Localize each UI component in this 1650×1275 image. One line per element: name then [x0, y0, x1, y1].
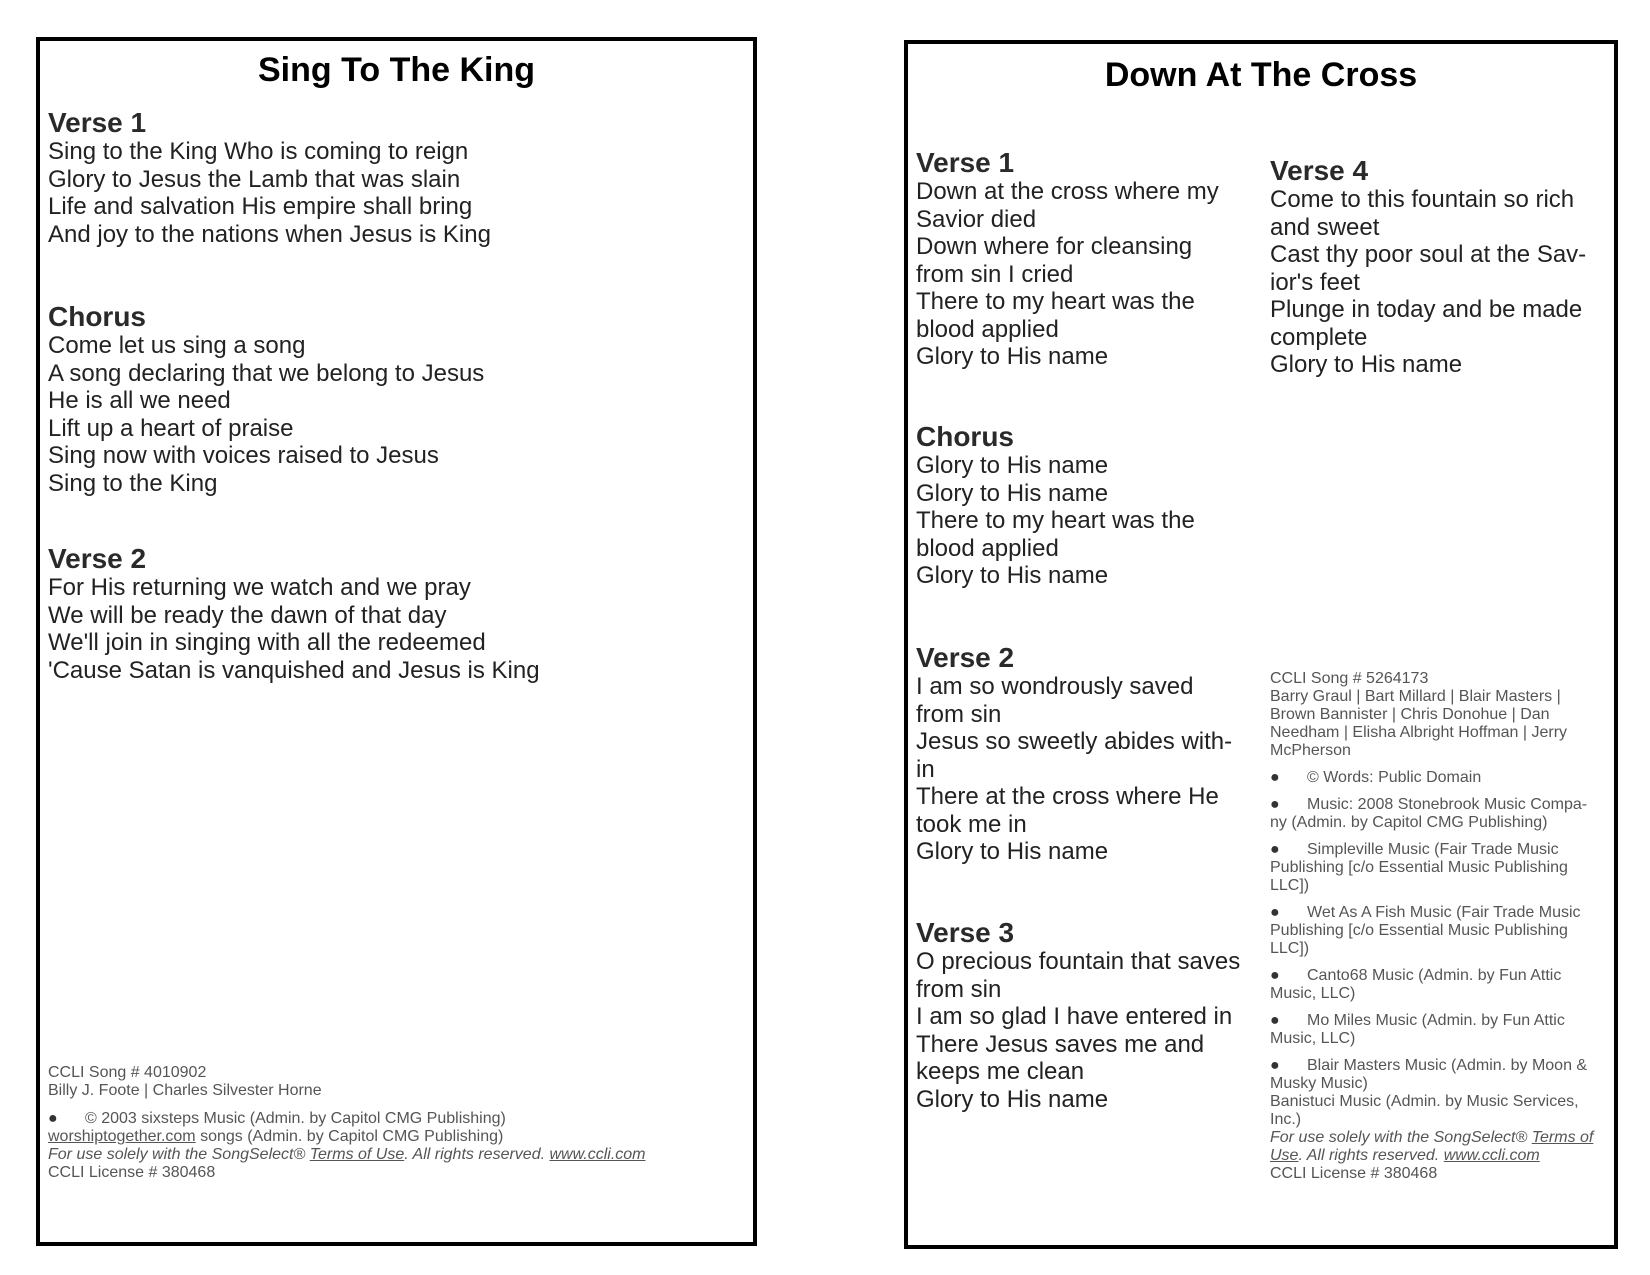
ccli-license: CCLI License # 380468	[48, 1164, 216, 1181]
ccli-credits	[48, 1064, 728, 1182]
rights-text: . All rights reserved.	[404, 1146, 550, 1163]
copyright-text: Music: 2008 Stonebrook Music Compa-	[1307, 796, 1588, 813]
ccli-site-link[interactable]: www.ccli.com	[1443, 1147, 1540, 1164]
lyric-line: and sweet	[1270, 213, 1380, 241]
lyric-line: Lift up a heart of praise	[48, 414, 294, 442]
song-card-sing-to-the-king	[36, 37, 757, 1246]
copyright-item	[1270, 796, 1615, 832]
lyric-line: And joy to the nations when Jesus is King	[48, 220, 491, 248]
lyric-line: O precious fountain that saves	[916, 948, 1241, 975]
terms-of-use-link[interactable]: Terms of	[1531, 1129, 1594, 1146]
bullet-icon: ●	[1270, 841, 1280, 858]
lyric-line: complete	[1270, 323, 1368, 351]
lyric-line: Sing to the King Who is coming to reign	[48, 138, 469, 165]
lyric-line: from sin	[916, 975, 1002, 1003]
section-chorus	[916, 421, 1256, 590]
section-heading: Verse 1	[48, 107, 147, 138]
copyright-text: Banistuci Music (Admin. by Music Services,	[1270, 1093, 1579, 1110]
lyric-line: in	[916, 755, 935, 783]
copyright-text: ny (Admin. by Capitol CMG Publishing)	[1270, 814, 1548, 831]
copyright-text: Simpleville Music (Fair Trade Music	[1307, 841, 1559, 858]
lyric-line: Life and salvation His empire shall bring	[48, 193, 473, 220]
section-heading: Verse 1	[916, 147, 1015, 178]
lyric-line: I am so glad I have entered in	[916, 1003, 1233, 1030]
copyright-text-2: songs (Admin. by Capitol CMG Publishing)	[195, 1128, 504, 1145]
rights-text: . All rights reserved.	[1298, 1147, 1444, 1164]
terms-of-use-link[interactable]: Terms of Use	[309, 1146, 405, 1163]
copyright-text: Wet As A Fish Music (Fair Trade Music	[1307, 904, 1581, 921]
section-heading: Verse 2	[916, 642, 1015, 673]
section-heading: Verse 3	[916, 917, 1015, 948]
lyric-line: Down at the cross where my	[916, 178, 1219, 205]
copyright-text: LLC])	[1270, 940, 1310, 957]
section-verse-2	[48, 543, 540, 684]
ccli-song-number: CCLI Song # 5264173	[1270, 670, 1429, 687]
terms-prefix: For use solely with the SongSelect®	[48, 1146, 310, 1163]
terms-prefix: For use solely with the SongSelect®	[1270, 1129, 1532, 1146]
copyright-item	[1270, 1012, 1615, 1048]
lyric-line: Plunge in today and be made	[1270, 296, 1583, 323]
copyright-item	[1270, 769, 1615, 787]
lyric-line: Glory to His name	[916, 562, 1109, 589]
ccli-credits	[1270, 670, 1615, 1183]
author-line: Needham | Elisha Albright Hoffman | Jerry	[1270, 724, 1568, 741]
ccli-site-link[interactable]: www.ccli.com	[549, 1146, 646, 1163]
section-heading: Verse 2	[48, 543, 147, 574]
lyric-line: He is all we need	[48, 387, 231, 414]
lyric-line: We will be ready the dawn of that day	[48, 601, 447, 629]
lyric-line: Glory to His name	[1270, 351, 1463, 378]
lyric-line: keeps me clean	[916, 1058, 1085, 1085]
lyric-line: Glory to His name	[916, 452, 1109, 479]
terms-line-2	[1270, 1147, 1615, 1165]
terms-line	[48, 1146, 728, 1164]
lyric-line: For His returning we watch and we pray	[48, 574, 471, 601]
section-heading: Chorus	[916, 421, 1014, 452]
copyright-item	[1270, 967, 1615, 1003]
terms-line	[1270, 1129, 1615, 1147]
lyric-line: blood applied	[916, 534, 1059, 562]
lyric-line: Come to this fountain so rich	[1270, 186, 1575, 213]
bullet-icon: ●	[1270, 967, 1280, 984]
song-card-down-at-the-cross	[904, 40, 1618, 1249]
lyric-line: Jesus so sweetly abides with-	[916, 728, 1233, 755]
copyright-item	[1270, 904, 1615, 958]
lyric-line: I am so wondrously saved	[916, 673, 1194, 700]
song-authors	[1270, 688, 1615, 760]
lyric-line: 'Cause Satan is vanquished and Jesus is King	[48, 656, 540, 684]
lyric-line: A song declaring that we belong to Jesus	[48, 359, 485, 387]
lyric-line: Glory to His name	[916, 479, 1109, 507]
bullet-icon: ●	[1270, 1057, 1280, 1074]
bullet-icon: ●	[1270, 796, 1280, 813]
section-chorus	[48, 301, 484, 497]
bullet-icon: ●	[1270, 769, 1280, 786]
lyric-line: Cast thy poor soul at the Sav-	[1270, 241, 1587, 268]
section-verse-4	[1270, 155, 1610, 379]
lyric-line: Sing now with voices raised to Jesus	[48, 442, 439, 469]
copyright-text: © 2003 sixsteps Music (Admin. by Capitol CMG Publishing)	[85, 1110, 506, 1127]
worshiptogether-link[interactable]: worshiptogether.com	[48, 1128, 196, 1145]
author-line: McPherson	[1270, 742, 1351, 759]
copyright-text: Publishing [c/o Essential Music Publishing	[1270, 859, 1568, 876]
lyric-line: ior's feet	[1270, 268, 1360, 296]
copyright-text: Musky Music)	[1270, 1075, 1368, 1092]
song-title: Down At The Cross	[1104, 56, 1418, 94]
lyric-line: There at the cross where He	[916, 783, 1219, 810]
lyric-line: We'll join in singing with all the redeemed	[48, 629, 486, 656]
copyright-text: Music, LLC)	[1270, 1030, 1356, 1047]
lyric-line: Savior died	[916, 205, 1037, 233]
bullet-icon: ●	[1270, 1012, 1280, 1029]
lyric-line: There Jesus saves me and	[916, 1030, 1205, 1058]
author-line: Brown Bannister | Chris Donohue | Dan	[1270, 706, 1550, 723]
copyright-text: LLC])	[1270, 877, 1310, 894]
lyric-line: Sing to the King	[48, 469, 218, 497]
copyright-text: Mo Miles Music (Admin. by Fun Attic	[1307, 1012, 1565, 1029]
author-line: Barry Graul | Bart Millard | Blair Masters |	[1270, 688, 1561, 705]
song-title: Sing To The King	[258, 51, 535, 89]
copyright-text: Inc.)	[1270, 1111, 1302, 1128]
copyright-item	[48, 1110, 728, 1128]
copyright-text: Blair Masters Music (Admin. by Moon &	[1307, 1057, 1588, 1074]
section-verse-3	[916, 917, 1266, 1113]
section-heading: Chorus	[48, 301, 146, 332]
ccli-song-number: CCLI Song # 4010902	[48, 1064, 207, 1081]
lyric-line: Down where for cleansing	[916, 233, 1193, 260]
lyric-line: Glory to Jesus the Lamb that was slain	[48, 165, 461, 193]
copyright-item	[1270, 841, 1615, 895]
lyric-line: from sin I cried	[916, 260, 1074, 288]
lyric-line: There to my heart was the	[916, 507, 1195, 534]
lyric-line: Glory to His name	[916, 1085, 1109, 1113]
lyric-line: Glory to His name	[916, 343, 1109, 370]
ccli-license: CCLI License # 380468	[1270, 1165, 1438, 1182]
song-authors: Billy J. Foote | Charles Silvester Horne	[48, 1082, 322, 1099]
lyric-line: Come let us sing a song	[48, 332, 306, 359]
terms-of-use-link-cont[interactable]: Use	[1270, 1147, 1299, 1164]
lyric-line: took me in	[916, 810, 1027, 838]
copyright-text: Publishing [c/o Essential Music Publishing	[1270, 922, 1568, 939]
lyric-line: from sin	[916, 700, 1002, 728]
bullet-icon: ●	[1270, 904, 1280, 921]
section-verse-2	[916, 642, 1261, 866]
section-verse-1	[916, 147, 1256, 371]
copyright-text: Canto68 Music (Admin. by Fun Attic	[1307, 967, 1562, 984]
copyright-text: Music, LLC)	[1270, 985, 1356, 1002]
copyright-text: © Words: Public Domain	[1307, 769, 1482, 786]
lyric-line: There to my heart was the	[916, 288, 1195, 315]
bullet-icon: ●	[48, 1110, 58, 1127]
copyright-item	[1270, 1057, 1615, 1129]
section-heading: Verse 4	[1270, 155, 1369, 186]
lyric-line: Glory to His name	[916, 838, 1109, 865]
section-verse-1	[48, 107, 491, 248]
lyric-line: blood applied	[916, 315, 1059, 343]
